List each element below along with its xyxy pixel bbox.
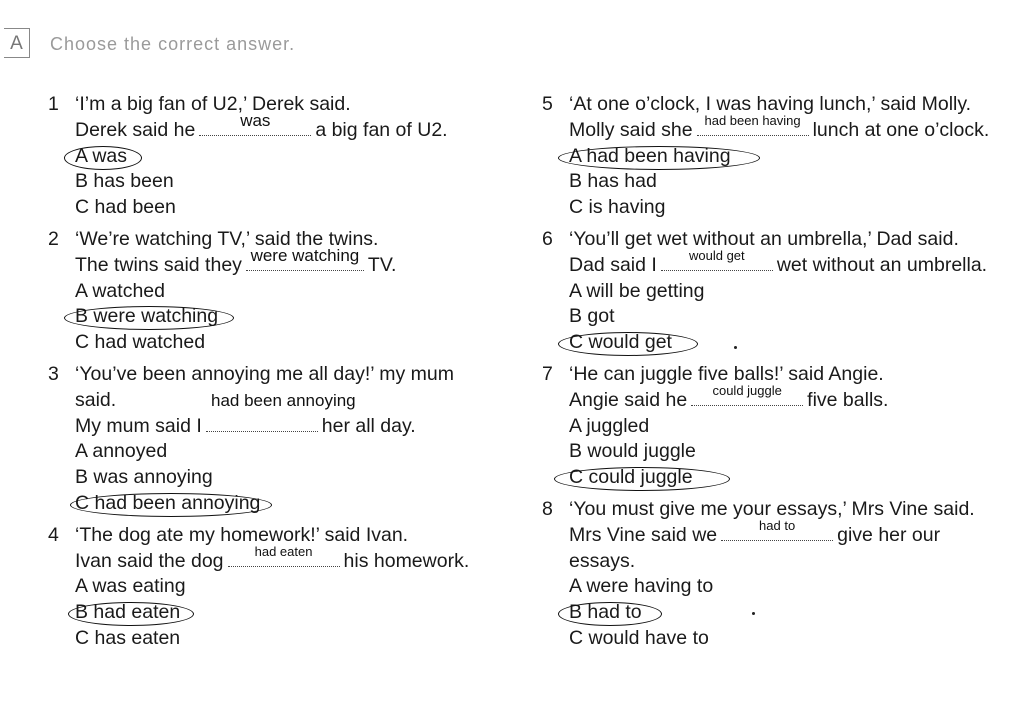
option-a[interactable]: A will be getting	[569, 279, 705, 302]
answer-circle	[558, 146, 760, 170]
option-b[interactable]: B would juggle	[569, 440, 696, 463]
option-c[interactable]: C is having	[569, 196, 666, 219]
option-a[interactable]: A were having to	[569, 575, 714, 598]
answer-circle	[558, 602, 662, 626]
option-c[interactable]: C has eaten	[75, 626, 181, 649]
answer-circle	[558, 332, 698, 356]
option-c[interactable]: C had been	[75, 196, 176, 219]
question-1	[48, 92, 508, 221]
column-left	[48, 92, 508, 658]
reported-sentence: Derek said he was a big fan of U2.	[75, 118, 448, 144]
question-number: 8	[542, 497, 553, 520]
instruction: Choose the correct answer.	[50, 34, 296, 54]
option-a[interactable]: A annoyed	[75, 440, 168, 463]
option-b[interactable]: B had eaten	[48, 600, 508, 626]
handwritten-answer: had eaten	[254, 543, 313, 559]
ink-dot	[734, 346, 737, 349]
section-badge: A	[4, 28, 30, 58]
question-5	[542, 92, 1002, 221]
reported-sentence-continued: essays.	[569, 549, 636, 572]
handwritten-answer: had been annoying	[211, 390, 356, 410]
handwritten-answer: were watching	[250, 245, 360, 265]
quote: ‘I’m a big fan of U2,’ Derek said.	[75, 93, 351, 115]
answer-blank[interactable]	[199, 111, 311, 136]
question-4	[48, 523, 508, 652]
reported-sentence: Dad said I would get wet without an umbrella.	[569, 253, 987, 279]
answer-circle	[64, 146, 142, 170]
question-8	[542, 497, 1002, 652]
option-a[interactable]: A watched	[75, 279, 165, 302]
question-7	[542, 362, 1002, 491]
reported-sentence: My mum said I her all day.	[75, 414, 416, 437]
reported-sentence: Ivan said the dog had eaten his homework.	[75, 549, 469, 575]
option-c[interactable]: C could juggle	[542, 465, 1002, 491]
quote-continued: said.	[75, 388, 117, 411]
handwritten-answer: was	[240, 111, 271, 130]
option-b[interactable]: B got	[569, 305, 615, 328]
option-a[interactable]: A had been having	[542, 144, 1002, 170]
option-b[interactable]: B were watching	[48, 304, 508, 330]
question-2	[48, 227, 508, 356]
answer-blank[interactable]	[246, 245, 364, 271]
reported-sentence: Mrs Vine said we had to give her our	[569, 523, 940, 549]
quote: ‘The dog ate my homework!’ said Ivan.	[75, 523, 409, 546]
answer-circle	[554, 467, 730, 491]
option-b[interactable]: B has had	[569, 170, 657, 193]
quote: ‘He can juggle five balls!’ said Angie.	[569, 362, 884, 385]
option-b[interactable]: B was annoying	[75, 466, 213, 489]
column-right	[542, 92, 1002, 658]
question-number: 5	[542, 93, 553, 115]
question-number: 2	[48, 227, 59, 250]
answer-circle	[68, 602, 194, 626]
question-number: 1	[48, 93, 59, 115]
question-3	[48, 362, 508, 517]
question-6	[542, 227, 1002, 356]
quote: ‘You must give me your essays,’ Mrs Vine said.	[569, 497, 975, 520]
handwritten-answer: had to	[759, 517, 796, 533]
option-c[interactable]: C had been annoying	[48, 491, 508, 517]
reported-sentence: The twins said they were watching TV.	[75, 253, 396, 279]
answer-blank[interactable]	[206, 415, 318, 432]
reported-sentence: Molly said she had been having lunch at one o’clock.	[569, 118, 989, 144]
answer-blank[interactable]	[697, 113, 809, 136]
answer-blank[interactable]	[228, 543, 340, 567]
handwritten-answer: would get	[688, 247, 745, 263]
option-b[interactable]: B has been	[75, 170, 174, 193]
quote: ‘We’re watching TV,’ said the twins.	[75, 227, 379, 250]
quote: ‘At one o’clock, I was having lunch,’ said Molly.	[569, 93, 972, 115]
question-number: 6	[542, 227, 553, 250]
answer-circle	[70, 493, 272, 517]
option-c[interactable]: C would get	[542, 330, 1002, 356]
ink-dot	[752, 612, 755, 615]
option-c[interactable]: C had watched	[75, 331, 206, 354]
quote: ‘You’ve been annoying me all day!’ my mum	[75, 362, 455, 385]
question-number: 7	[542, 362, 553, 385]
answer-blank[interactable]	[691, 382, 803, 406]
reported-sentence: Angie said he could juggle five balls.	[569, 388, 888, 414]
option-c[interactable]: C would have to	[569, 626, 709, 649]
option-a[interactable]: A juggled	[569, 414, 650, 437]
option-a[interactable]: A was eating	[75, 575, 186, 598]
question-number: 3	[48, 362, 59, 385]
option-a[interactable]: A was	[48, 144, 508, 170]
handwritten-answer: had been having	[704, 113, 801, 128]
option-b[interactable]: B had to	[542, 600, 1002, 626]
answer-blank[interactable]	[721, 517, 833, 541]
question-number: 4	[48, 523, 59, 546]
quote: ‘You’ll get wet without an umbrella,’ Dad said.	[569, 227, 959, 250]
answer-blank[interactable]	[661, 247, 773, 271]
handwritten-answer: could juggle	[712, 382, 782, 398]
